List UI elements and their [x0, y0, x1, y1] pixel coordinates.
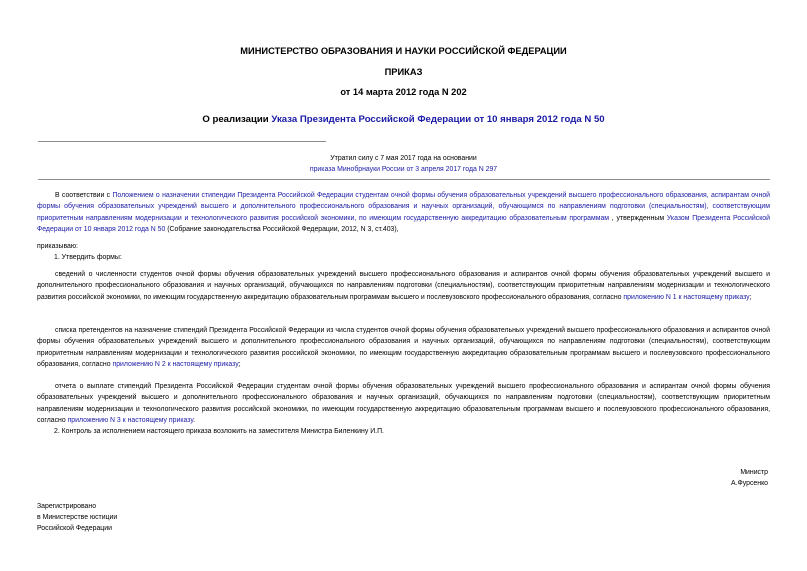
president-decree-link[interactable]: Указа Президента Российской Федерации от 10 января 2012 года N 50 — [271, 114, 605, 125]
registration-line-3: Российской Федерации — [37, 525, 112, 532]
form-2-end: ; — [238, 361, 241, 369]
form-1-text: сведений о численности студентов очной формы обучения образовательных учреждений высшего профессионального образования и аспирантов очной формы обучения образовательных учреждений высшего и дополнительного профессионального образования и научных организаций, обучающихся по направлениям подготовки (специальностям), соответствующим приоритетным направлениям модернизации и технологического развития российской экономики, по имеющим государственную аккредитацию образовательным программам высшего и послевузовского профессионального образования, согласно — [37, 271, 770, 301]
form-1-paragraph — [37, 269, 770, 303]
ministry-heading: МИНИСТЕРСТВО ОБРАЗОВАНИЯ И НАУКИ РОССИЙСКОЙ ФЕДЕРАЦИИ — [240, 46, 567, 56]
doc-date-number: от 14 марта 2012 года N 202 — [340, 87, 467, 97]
form-1-end: ; — [749, 293, 752, 301]
repeal-order-link — [0, 166, 807, 173]
registration-line-2: в Министерстве юстиции — [37, 514, 118, 521]
appendix-3-link[interactable]: приложению N 3 к настоящему приказу — [67, 417, 194, 425]
divider-short — [38, 141, 326, 142]
order-word: приказываю: — [37, 243, 78, 250]
preamble-text-3: (Собрание законодательства Российской Федерации, 2012, N 3, ст.403), — [165, 226, 399, 234]
registration-line-1: Зарегистрировано — [37, 503, 97, 510]
form-2-text: списка претендентов на назначение стипендий Президента Российской Федерации из числа студентов очной формы обучения образовательных учреждений высшего профессионального образования и аспирантов очной формы обучения образовательных учреждений высшего и дополнительного профессионального образования и научных организаций, обучающихся по направлениям подготовки (специальностям), соответствующим приоритетным направлениям модернизации и технологического развития российской экономики, по имеющим государственную аккредитацию образовательным программам высшего и послевузовского профессионального образования, согласно — [37, 327, 770, 369]
item-1: 1. Утвердить формы: — [54, 254, 122, 261]
appendix-2-link[interactable]: приложению N 2 к настоящему приказу — [112, 361, 239, 369]
divider-long — [38, 179, 770, 180]
decree-link[interactable]: Указом Президента Российской Федерации от 10 января 2012 года N 50 — [37, 214, 770, 234]
doc-type-heading: ПРИКАЗ — [384, 67, 423, 77]
preamble-paragraph — [37, 190, 770, 236]
repeal-order-link-text[interactable]: приказа Минобрнауки России от 3 апреля 2017 года N 297 — [309, 166, 498, 173]
form-2-paragraph — [37, 325, 770, 371]
form-3-end: . — [193, 417, 196, 425]
form-3-paragraph — [37, 381, 770, 427]
doc-subject — [0, 114, 807, 125]
appendix-1-link[interactable]: приложению N 1 к настоящему приказу — [623, 293, 750, 301]
form-3-text: отчета о выплате стипендий Президента Российской Федерации студентам очной формы обучения образовательных учреждений высшего профессионального образования и аспирантам очной формы обучения образовательных учреждений высшего и дополнительного профессионального образования и научных организаций, обучающихся по направлениям подготовки (специальностям), соответствующим приоритетным направлениям модернизации и технологического развития российской экономики, по имеющим государственную аккредитацию образовательным программам высшего и послевузовского профессионального образования, согласно — [37, 383, 770, 425]
regulation-link[interactable]: Положением о назначении стипендии Президента Российской Федерации студентам очной формы обучения образовательных учреждений высшего профессионального образования, аспирантам очной формы обучения образовательных учреждений высшего и дополнительного профессионального образования и научных организаций, обучающимся по направлениям подготовки (специальностям), соответствующим приоритетным направлениям модернизации и технологического развития российской экономики, по имеющим государственную аккредитацию образовательным программам — [37, 192, 771, 222]
item-2: 2. Контроль за исполнением настоящего приказа возложить на заместителя Министра Биленкину И.П. — [54, 428, 384, 435]
preamble-text-1: В соответствии с — [55, 192, 113, 199]
preamble-text-2: , утвержденным — [609, 214, 667, 222]
signature-title: Министр — [740, 469, 768, 476]
doc-subject-prefix: О реализации — [202, 114, 272, 125]
signature-name: А.Фурсенко — [731, 480, 768, 487]
notice-line: Утратил силу с 7 мая 2017 года на основании — [330, 155, 477, 162]
